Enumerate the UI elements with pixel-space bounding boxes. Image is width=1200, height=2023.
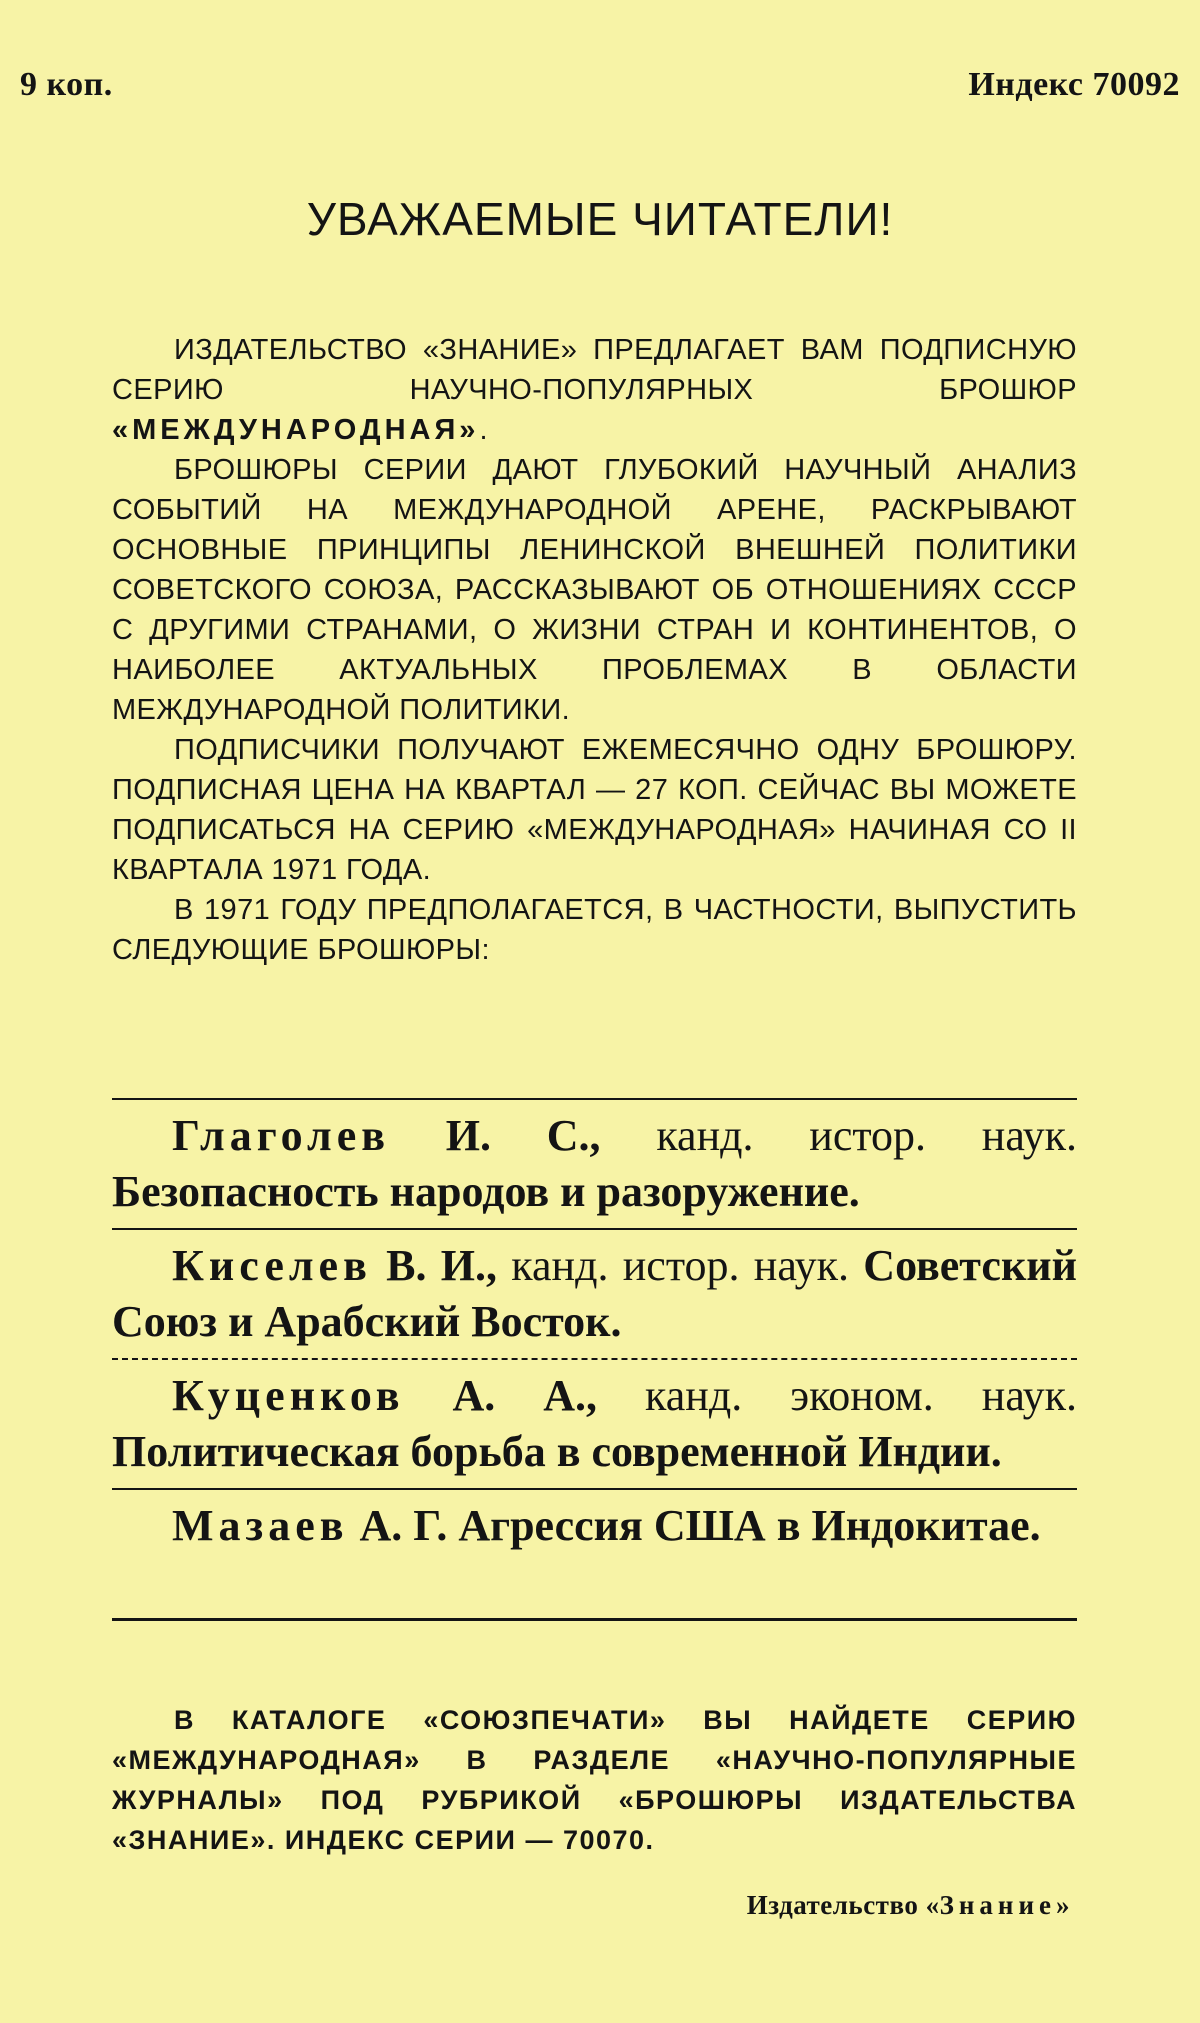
divider [112, 1098, 1077, 1100]
publisher-suffix: » [1056, 1890, 1070, 1920]
brochure-degree: канд. эконом. наук. [645, 1371, 1077, 1420]
brochure-author: Куценков [172, 1371, 405, 1420]
divider [112, 1228, 1077, 1230]
brochure-title: Советский Союз и Арабский Восток. [112, 1241, 1078, 1346]
brochure-initials: А. А., [452, 1371, 598, 1420]
brochure-initials: А. Г. [359, 1501, 448, 1550]
brochure-degree: канд. истор. наук. [511, 1241, 849, 1290]
page-title: УВАЖАЕМЫЕ ЧИТАТЕЛИ! [306, 193, 894, 245]
intro-paragraph-1 [112, 330, 1077, 450]
intro-text [112, 330, 1077, 970]
brochure-entry-3 [112, 1368, 1077, 1480]
intro-paragraph-1-text: ИЗДАТЕЛЬСТВО «ЗНАНИЕ» ПРЕДЛАГАЕТ ВАМ ПОДПИСНУЮ СЕРИЮ НАУЧНО-ПОПУЛЯРНЫХ БРОШЮР [112, 334, 1077, 406]
publisher-name: Знание [939, 1890, 1056, 1920]
divider [112, 1488, 1077, 1490]
divider [112, 1618, 1077, 1621]
intro-paragraph-4: В 1971 ГОДУ ПРЕДПОЛАГАЕТСЯ, В ЧАСТНОСТИ, ВЫПУСТИТЬ СЛЕДУЮЩИЕ БРОШЮРЫ: [112, 894, 1077, 966]
brochure-initials: И. С., [445, 1111, 601, 1160]
divider [112, 1358, 1077, 1360]
brochure-title: Агрессия США в Индокитае. [458, 1501, 1041, 1550]
brochure-title: Безопасность народов и разоружение. [112, 1167, 860, 1216]
intro-paragraph-1-end: . [479, 414, 488, 446]
brochure-entry-4 [112, 1498, 1077, 1554]
publisher-imprint [747, 1890, 1070, 1921]
brochure-entry-1 [112, 1108, 1077, 1220]
intro-paragraph-3: ПОДПИСЧИКИ ПОЛУЧАЮТ ЕЖЕМЕСЯЧНО ОДНУ БРОШЮРУ. ПОДПИСНАЯ ЦЕНА НА КВАРТАЛ — 27 КОП. СЕЙЧАС ВЫ МОЖЕТЕ ПОДПИСАТЬСЯ НА СЕРИЮ «МЕЖДУНАРОДНАЯ» НАЧИНАЯ СО II КВАРТАЛА 1971 ГОДА. [112, 734, 1077, 886]
price-label: 9 коп. [20, 66, 113, 103]
publisher-prefix: Издательство « [746, 1890, 940, 1920]
brochure-author: Глаголев [172, 1111, 390, 1160]
brochure-entry-2 [112, 1238, 1077, 1350]
catalog-note: В КАТАЛОГЕ «СОЮЗПЕЧАТИ» ВЫ НАЙДЕТЕ СЕРИЮ «МЕЖДУНАРОДНАЯ» В РАЗДЕЛЕ «НАУЧНО-ПОПУЛЯРНЫЕ ЖУРНАЛЫ» ПОД РУБРИКОЙ «БРОШЮРЫ ИЗДАТЕЛЬСТВА «ЗНАНИЕ». ИНДЕКС СЕРИИ — 70070. [112, 1705, 1077, 1855]
brochure-author: Киселев [172, 1241, 372, 1290]
brochure-initials: В. И., [386, 1241, 497, 1290]
index-label: Индекс 70092 [968, 66, 1180, 103]
brochure-author: Мазаев [172, 1501, 349, 1550]
intro-paragraph-2: БРОШЮРЫ СЕРИИ ДАЮТ ГЛУБОКИЙ НАУЧНЫЙ АНАЛИЗ СОБЫТИЙ НА МЕЖДУНАРОДНОЙ АРЕНЕ, РАСКРЫВАЮТ ОСНОВНЫЕ ПРИНЦИПЫ ЛЕНИНСКОЙ ВНЕШНЕЙ ПОЛИТИКИ СОВЕТСКОГО СОЮЗА, РАССКАЗЫВАЮТ ОБ ОТНОШЕНИЯХ СССР С ДРУГИМИ СТРАНАМИ, О ЖИЗНИ СТРАН И КОНТИНЕНТОВ, О НАИБОЛЕЕ АКТУАЛЬНЫХ ПРОБЛЕМАХ В ОБЛАСТИ МЕЖДУНАРОДНОЙ ПОЛИТИКИ. [112, 454, 1077, 726]
series-name: «МЕЖДУНАРОДНАЯ» [112, 414, 480, 446]
brochure-degree: канд. истор. наук. [656, 1111, 1078, 1160]
brochure-title: Политическая борьба в современной Индии. [112, 1427, 1002, 1476]
